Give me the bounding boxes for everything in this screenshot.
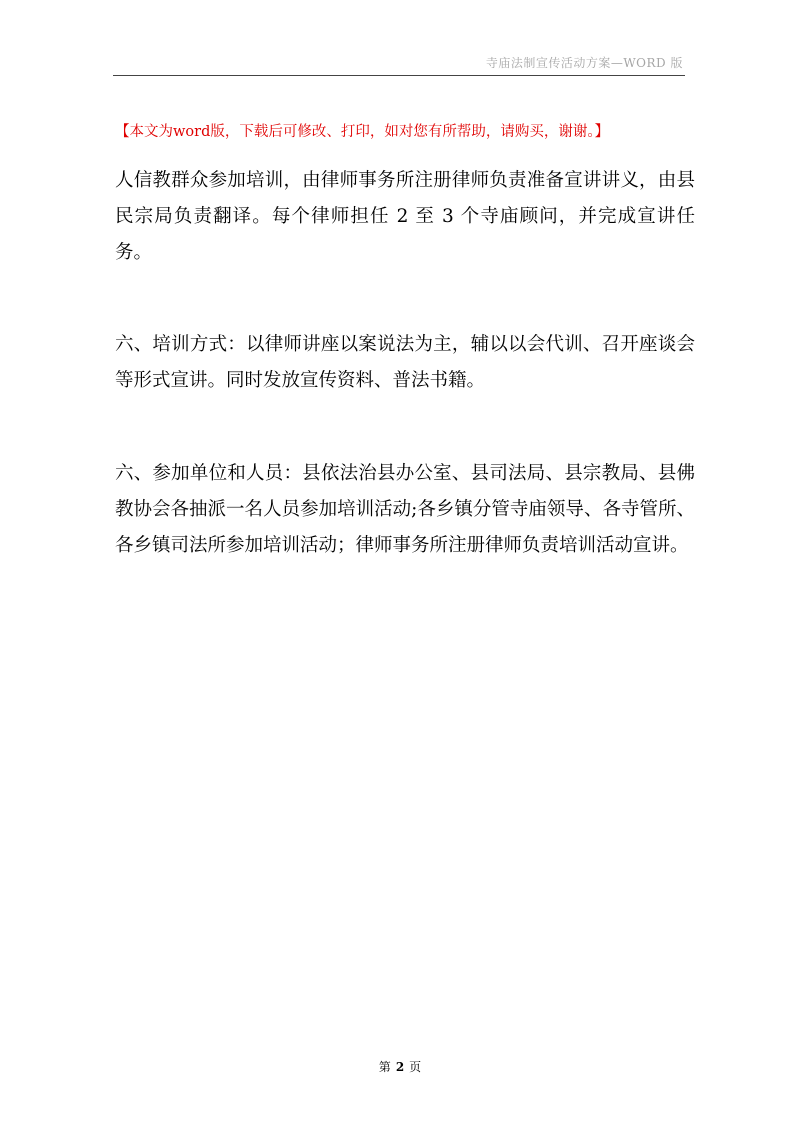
- page-footer: [0, 1058, 800, 1075]
- header-title: 寺庙法制宣传活动方案—WORD 版: [485, 56, 683, 70]
- body-paragraph-3: 六、参加单位和人员：县依法治县办公室、县司法局、县宗教局、县佛教协会各抽派一名人员参加培训活动;各乡镇分管寺庙领导、各寺管所、各乡镇司法所参加培训活动；律师事务所注册律师负责培训活动宣讲。: [115, 463, 695, 556]
- download-notice: 【本文为word版，下载后可修改、打印，如对您有所帮助，请购买，谢谢。】: [115, 124, 610, 140]
- header-divider: [113, 75, 685, 76]
- body-paragraph-2: 六、培训方式：以律师讲座以案说法为主，辅以以会代训、召开座谈会等形式宣讲。同时发放宣传资料、普法书籍。: [115, 334, 695, 391]
- page-number: 2: [395, 1060, 405, 1074]
- footer-suffix: 页: [409, 1060, 422, 1074]
- body-paragraph-1: 人信教群众参加培训，由律师事务所注册律师负责准备宣讲讲义，由县民宗局负责翻译。每个律师担任 2 至 3 个寺庙顾问，并完成宣讲任务。: [115, 170, 695, 263]
- footer-prefix: 第: [378, 1060, 391, 1074]
